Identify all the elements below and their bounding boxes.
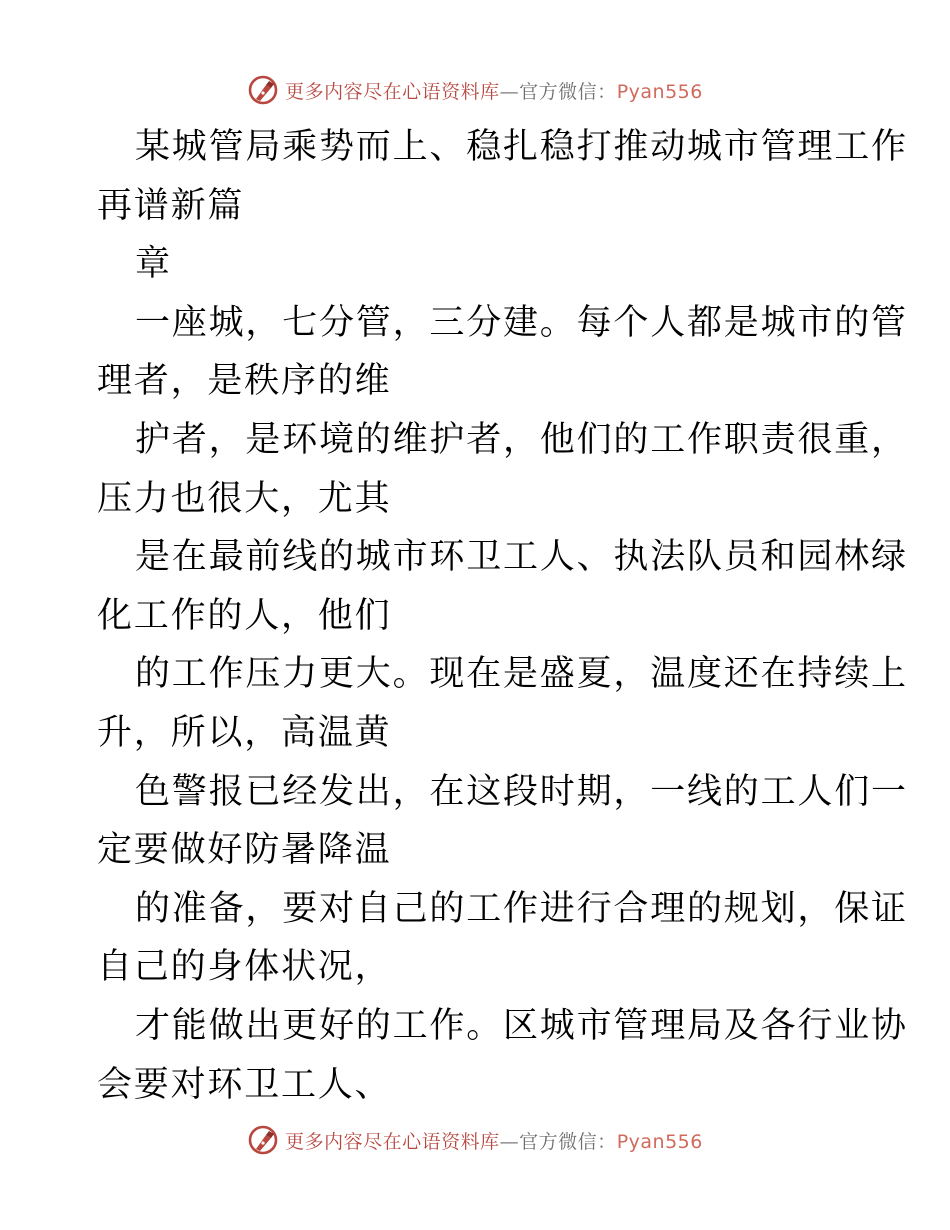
document-line: 的工作压力更大。现在是盛夏，温度还在持续上 [135, 654, 908, 695]
document-line: 一座城，七分管，三分建。每个人都是城市的管 [135, 302, 908, 343]
footer-watermark [0, 1120, 950, 1160]
header-watermark [0, 70, 950, 110]
header-site-text: 更多内容尽在心语资料库 [285, 80, 500, 103]
document-line: 化工作的人，他们 [97, 595, 392, 636]
footer-official-text: 官方微信： [519, 1130, 617, 1153]
document-body [97, 118, 908, 1114]
document-line: 压力也很大，尤其 [97, 478, 392, 519]
header-official-text: 官方微信： [519, 80, 617, 103]
pen-nib-circle-icon [247, 74, 279, 106]
document-line: 升，所以，高温黄 [97, 712, 392, 753]
footer-watermark-text [285, 1127, 703, 1154]
document-line: 再谱新篇 [97, 185, 245, 226]
document-line: 理者，是秩序的维 [97, 361, 392, 402]
document-line: 自己的身体状况， [97, 947, 392, 988]
footer-handle: Pyan556 [616, 1130, 703, 1153]
footer-watermark-inner [247, 1124, 703, 1156]
header-watermark-inner [247, 74, 703, 106]
document-line: 某城管局乘势而上、稳扎稳打推动城市管理工作 [135, 127, 908, 167]
document-line: 是在最前线的城市环卫工人、执法队员和园林绿 [135, 537, 908, 578]
header-dash: — [499, 80, 520, 103]
header-watermark-text [285, 77, 703, 104]
pen-nib-circle-icon [247, 1124, 279, 1156]
footer-dash: — [499, 1130, 520, 1153]
document-line: 护者，是环境的维护者，他们的工作职责很重， [135, 419, 908, 460]
document-line: 才能做出更好的工作。区城市管理局及各行业协 [135, 1005, 908, 1046]
document-line: 色警报已经发出，在这段时期，一线的工人们一 [135, 771, 908, 812]
document-line: 定要做好防暑降温 [97, 830, 392, 871]
document-line: 章 [135, 244, 172, 285]
document-line: 会要对环卫工人、 [97, 1064, 392, 1105]
document-line: 的准备，要对自己的工作进行合理的规划，保证 [135, 888, 908, 929]
footer-site-text: 更多内容尽在心语资料库 [285, 1130, 500, 1153]
header-handle: Pyan556 [616, 80, 703, 103]
